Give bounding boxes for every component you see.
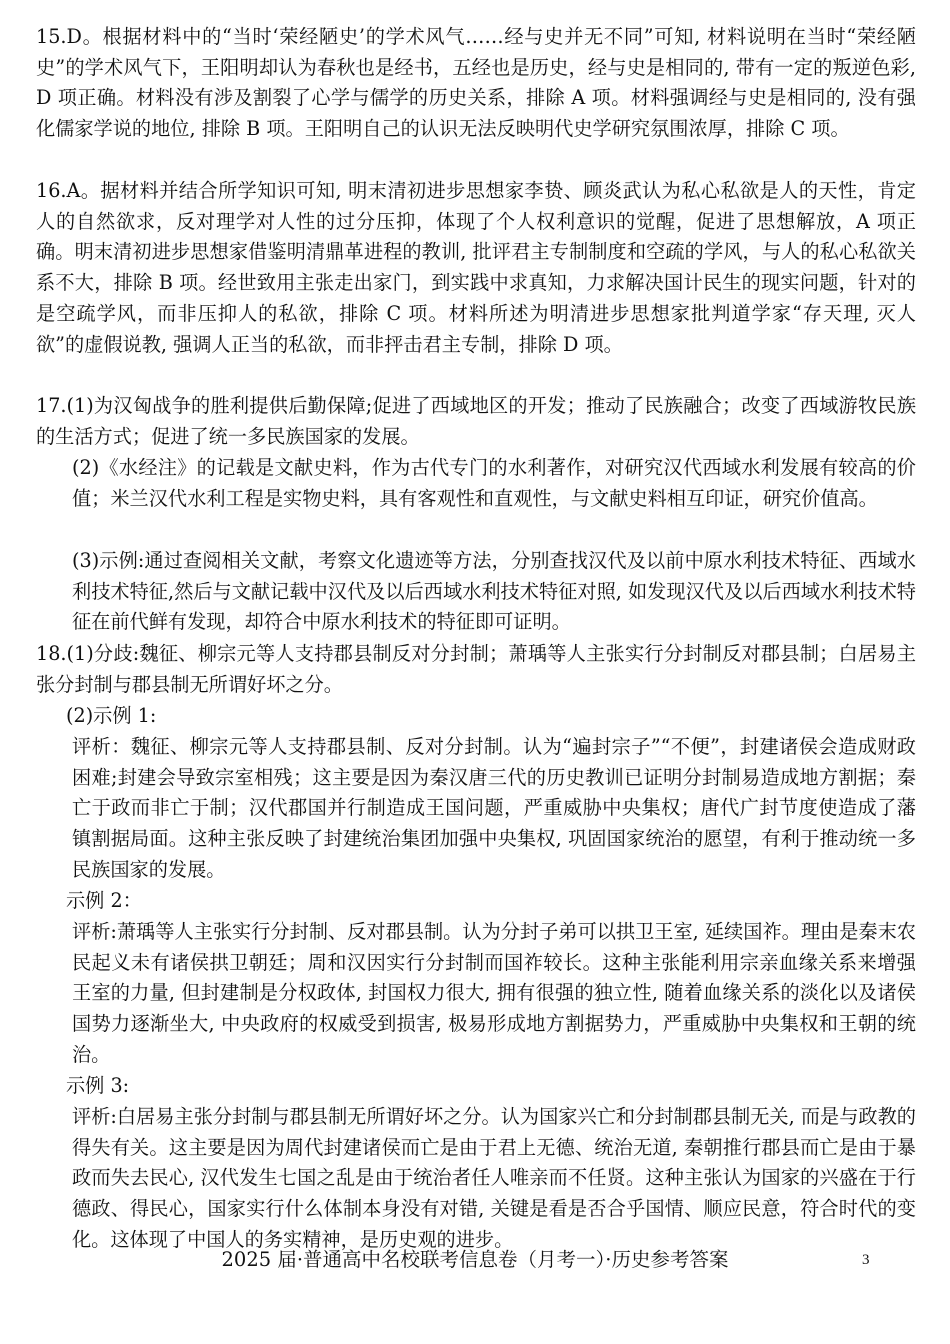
answer-16: 16.A。据材料并结合所学知识可知, 明末清初进步思想家李贽、顾炎武认为私心私欲是人的天性，肯定人的自然欲求，反对理学对人性的过分压抑，体现了个人权利意识的觉醒，促进了思想解放，A 项正确。明末清初进步思想家借鉴明清鼎革进程的教训, 批评君主专制制度和空疏的学风，与人的私心私欲关系不大，排除 B 项。经世致用主张走出家门，到实践中求真知，力求解决国计民生的现实问题，针对的是空疏学风，而非压抑人的私欲，排除 C 项。材料所述为明清进步思想家批判道学家“存天理, 灭人欲”的虚假说教, 强调人正当的私欲，而非抨击君主专制，排除 D 项。 xyxy=(36,179,916,356)
page-footer-title: 2025 届·普通高中名校联考信息卷（月考一）·历史参考答案 xyxy=(221,1248,729,1271)
answer-17-part-1: 17.(1)为汉匈战争的胜利提供后勤保障;促进了西域地区的开发；推动了民族融合；改变了西域游牧民族的生活方式；促进了统一多民族国家的发展。 xyxy=(36,394,916,448)
example-3-analysis: 评析:白居易主张分封制与郡县制无所谓好坏之分。认为国家兴亡和分封制郡县制无关, 而是与政教的得失有关。这主要是因为周代封建诸侯而亡是由于君上无德、统治无道, 秦朝推行郡县而亡是由于暴政而失去民心, 汉代发生七国之乱是由于统治者任人唯亲而不任贤。这种主张认为国家的兴盛在于行德政、得民心，国家实行什么体制本身没有对错, 关键是看是否合乎国情、顺应民意，符合时代的变化。这体现了中国人的务实精神，是历史观的进步。 xyxy=(72,1105,916,1251)
example-2-analysis: 评析:萧瑀等人主张实行分封制、反对郡县制。认为分封子弟可以拱卫王室, 延续国祚。理由是秦末农民起义未有诸侯拱卫朝廷；周和汉因实行分封制而国祚较长。这种主张能利用宗亲血缘关系来增强王室的力量, 但封建制是分权政体, 封国权力很大, 拥有很强的独立性, 随着血缘关系的淡化以及诸侯国势力逐渐坐大, 中央政府的权威受到损害, 极易形成地方割据势力，严重威胁中央集权和王朝的统治。 xyxy=(72,920,916,1066)
answer-15: 15.D。根据材料中的“当时‘荣经陋史’的学术风气……经与史并无不同”可知, 材料说明在当时“荣经陋史”的学术风气下，王阳明却认为春秋也是经书，五经也是历史，经与史是相同的, 带有一定的叛逆色彩,D 项正确。材料没有涉及割裂了心学与儒学的历史关系，排除 A 项。材料强调经与史是相同的, 没有强化儒家学说的地位, 排除 B 项。王阳明自己的认识无法反映明代史学研究氛围浓厚，排除 C 项。 xyxy=(36,25,916,141)
answer-18-part-1: 18.(1)分歧:魏征、柳宗元等人支持郡县制反对分封制；萧瑀等人主张实行分封制反对郡县制；白居易主张分封制与郡县制无所谓好坏之分。 xyxy=(36,642,916,696)
example-3-label: 示例 3: xyxy=(66,1074,130,1097)
example-1-analysis: 评析：魏征、柳宗元等人支持郡县制、反对分封制。认为“遍封宗子”“不便”，封建诸侯会造成财政困难;封建会导致宗室相残；这主要是因为秦汉唐三代的历史教训已证明分封制易造成地方割据；秦亡于政而非亡于制；汉代郡国并行制造成王国问题，严重威胁中央集权；唐代广封节度使造成了藩镇割据局面。这种主张反映了封建统治集团加强中央集权, 巩固国家统治的愿望，有利于推动统一多民族国家的发展。 xyxy=(72,735,916,881)
example-2-label: 示例 2： xyxy=(66,889,142,912)
page-number: 3 xyxy=(862,1252,870,1268)
answer-17-part-3: (3)示例:通过查阅相关文献，考察文化遗迹等方法，分别查找汉代及以前中原水利技术特征、西域水利技术特征,然后与文献记载中汉代及以后西域水利技术特征对照, 如发现汉代及以后西域水利技术特征在前代鲜有发现，却符合中原水利技术的特征即可证明。 xyxy=(72,549,916,634)
answer-18-part-2-label: (2)示例 1: xyxy=(66,704,157,727)
answer-17-part-2: (2)《水经注》的记载是文献史料，作为古代专门的水利著作，对研究汉代西域水利发展有较高的价值；米兰汉代水利工程是实物史料，具有客观性和直观性，与文献史料相互印证，研究价值高。 xyxy=(72,456,916,510)
